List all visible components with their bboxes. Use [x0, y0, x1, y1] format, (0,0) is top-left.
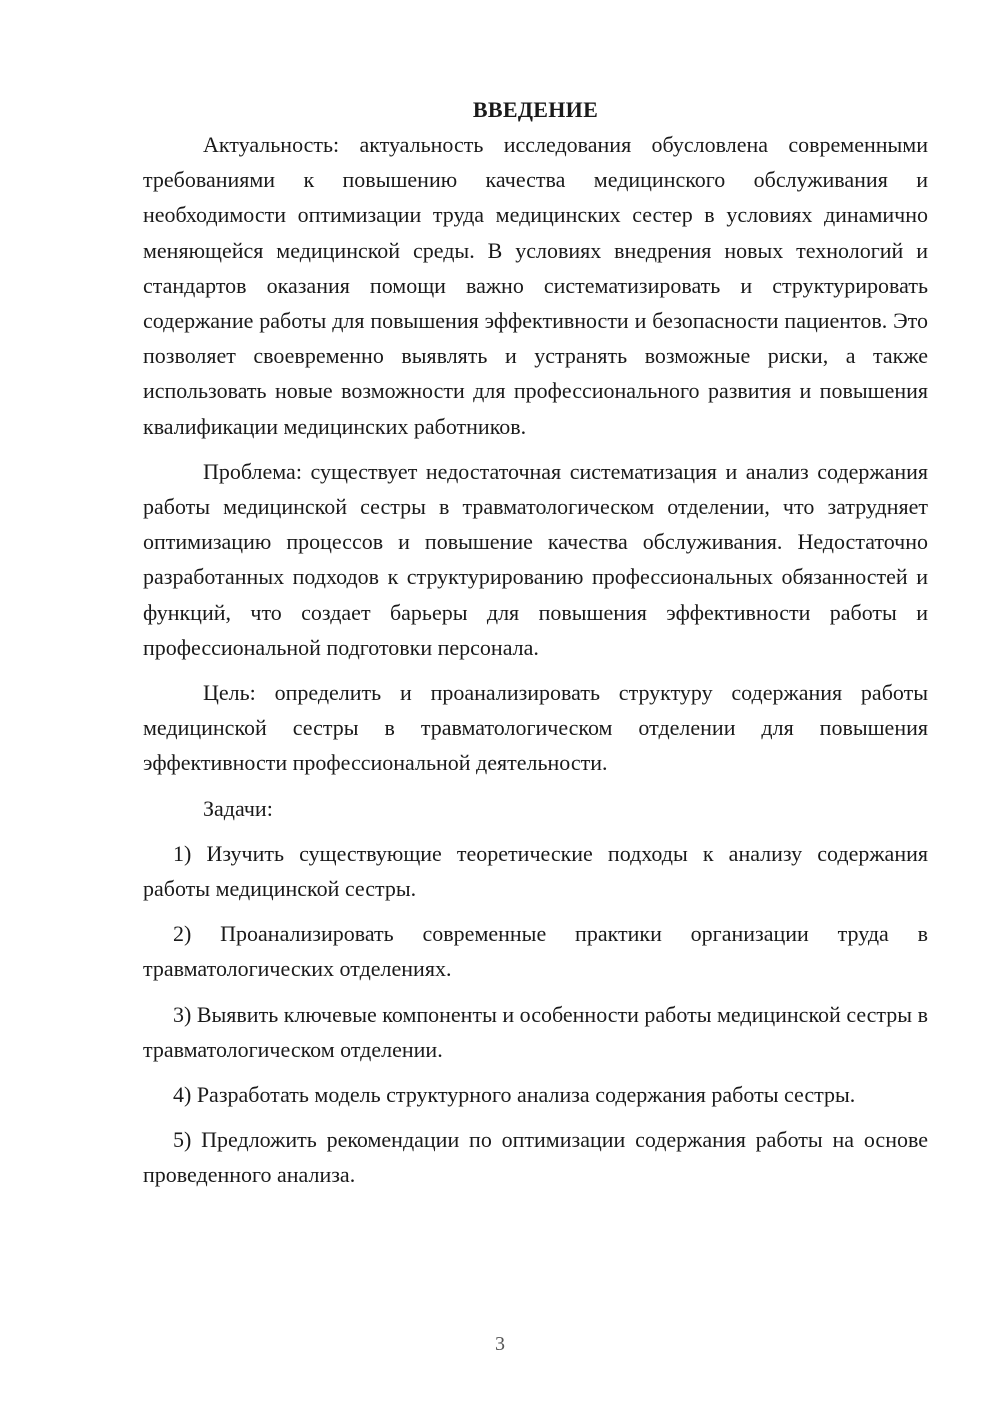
- task-item: 2) Проанализировать современные практики организации труда в травматологических отделениях.: [143, 921, 928, 982]
- paragraph-relevance: Актуальность: актуальность исследования обусловлена современными требованиями к повышению качества медицинского обслуживания и необходимости оптимизации труда медицинских сестер в условиях динамично меняющейся медицинской среды. В условиях внедрения новых технологий и стандартов оказания помощи важно систематизировать и структурировать содержание работы для повышения эффективности и безопасности пациентов. Это позволяет своевременно выявлять и устранять возможные риски, а также использовать новые возможности для профессионального развития и повышения квалификации медицинских работников.: [143, 132, 928, 439]
- paragraph-goal: Цель: определить и проанализировать структуру содержания работы медицинской сестры в травматологическом отделении для повышения эффективности профессиональной деятельности.: [143, 680, 928, 776]
- task-item: 1) Изучить существующие теоретические подходы к анализу содержания работы медицинской сестры.: [143, 840, 928, 902]
- section-heading: ВВЕДЕНИЕ: [472, 97, 599, 122]
- task-item: 5) Предложить рекомендации по оптимизации содержания работы на основе проведенного анализа.: [143, 1127, 928, 1188]
- task-item: 4) Разработать модель структурного анализа содержания работы сестры.: [173, 1082, 856, 1108]
- tasks-list: [143, 836, 928, 1193]
- paragraph-problem: Проблема: существует недостаточная систематизация и анализ содержания работы медицинской сестры в травматологическом отделении, что затрудняет оптимизацию процессов и повышение качества обслуживания. Недостаточно разработанных подходов к структурированию профессиональных обязанностей и функций, что создает барьеры для повышения эффективности работы и профессиональной подготовки персонала.: [143, 458, 928, 660]
- page-number: 3: [495, 1333, 505, 1355]
- task-item: 3) Выявить ключевые компоненты и особенности работы медицинской сестры в травматологическом отделении.: [143, 1001, 928, 1062]
- document-page: [143, 92, 928, 1193]
- tasks-label: Задачи:: [203, 795, 273, 821]
